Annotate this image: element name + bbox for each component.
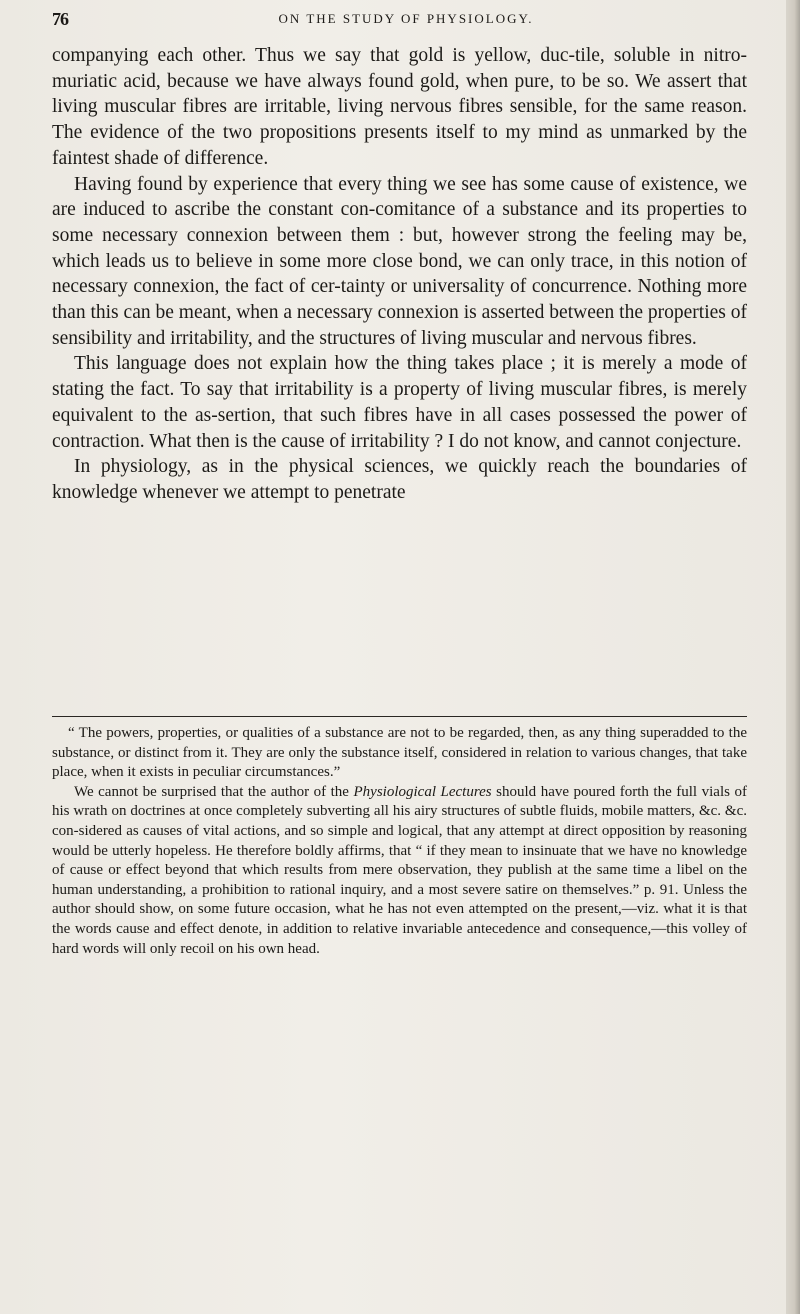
paragraph-2: Having found by experience that every thing we see has some cause of existence, we are induced to ascribe the constant con-comitance of a substance and its properties to some necessary connexion between them : but, however strong the feeling may be, which leads us to believe in some more close bond, we can only trace, in this notion of necessary connexion, the fact of cer-tainty or universality of concurrence. Nothing more than this can be meant, when a necessary connexion is asserted between the properties of sensibility and irritability, and the structures of living muscular and nervous fibres. [52,173,747,349]
page-number: 76 [52,9,68,29]
footnote-rule [52,716,747,717]
main-text [52,43,747,506]
paragraph-1: companying each other. Thus we say that gold is yellow, duc-tile, soluble in nitro-muriatic acid, because we have always found gold, when pure, to be so. We assert that living muscular fibres are irritable, living nervous fibres sensible, for the same reason. The evidence of the two propositions presents itself to my mind as unmarked by the faintest shade of difference. [52,45,747,169]
page-header [52,9,760,33]
footnote-text: We cannot be surprised that the author of the [74,783,354,800]
running-head: ON THE STUDY OF PHYSIOLOGY. [278,11,534,26]
paragraph-3: This language does not explain how the thing takes place ; it is merely a mode of stating the fact. To say that irritability is a property of living muscular fibres, is merely equivalent to the as-sertion, that such fibres have in all cases possessed the power of contraction. What then is the cause of irritability ? I do not know, and cannot conjecture. [52,353,747,452]
footnote-paragraph-1: “ The powers, properties, or qualities of a substance are not to be regarded, then, as any thing superadded to the substance, or distinct from it. They are only the substance itself, considered in relation to various changes, that take place, when it exists in peculiar circumstances.” [52,725,747,781]
page-edge [786,0,800,1314]
footnote-text: should have poured forth the full vials of his wrath on doctrines at once completely subverting all his airy structures of subtle fluids, mobile matters, &c. &c. con-sidered as causes of vital actions, and so simple and logical, that any attempt at direct opposition by reasoning would be utterly hopeless. He therefore boldly affirms, that “ if they mean to insinuate that we have no knowledge of cause or effect beyond that which results from mere observation, they publish at the same time a libel on the human understanding, a prohibition to rational inquiry, and a most severe satire on themselves.” p. 91. Unless the author should show, on some future occasion, what he has not even attempted on the present,—viz. what it is that the words cause and effect denote, in addition to relative invariable antecedence and consequence,—this volley of hard words will only recoil on his own head. [52,783,747,957]
footnote-paragraph-2 [52,783,747,959]
paragraph-4: In physiology, as in the physical sciences, we quickly reach the boundaries of knowledge whenever we attempt to penetrate [52,456,747,503]
footnote-italic-title: Physiological Lectures [353,783,492,800]
footnote [52,724,747,959]
